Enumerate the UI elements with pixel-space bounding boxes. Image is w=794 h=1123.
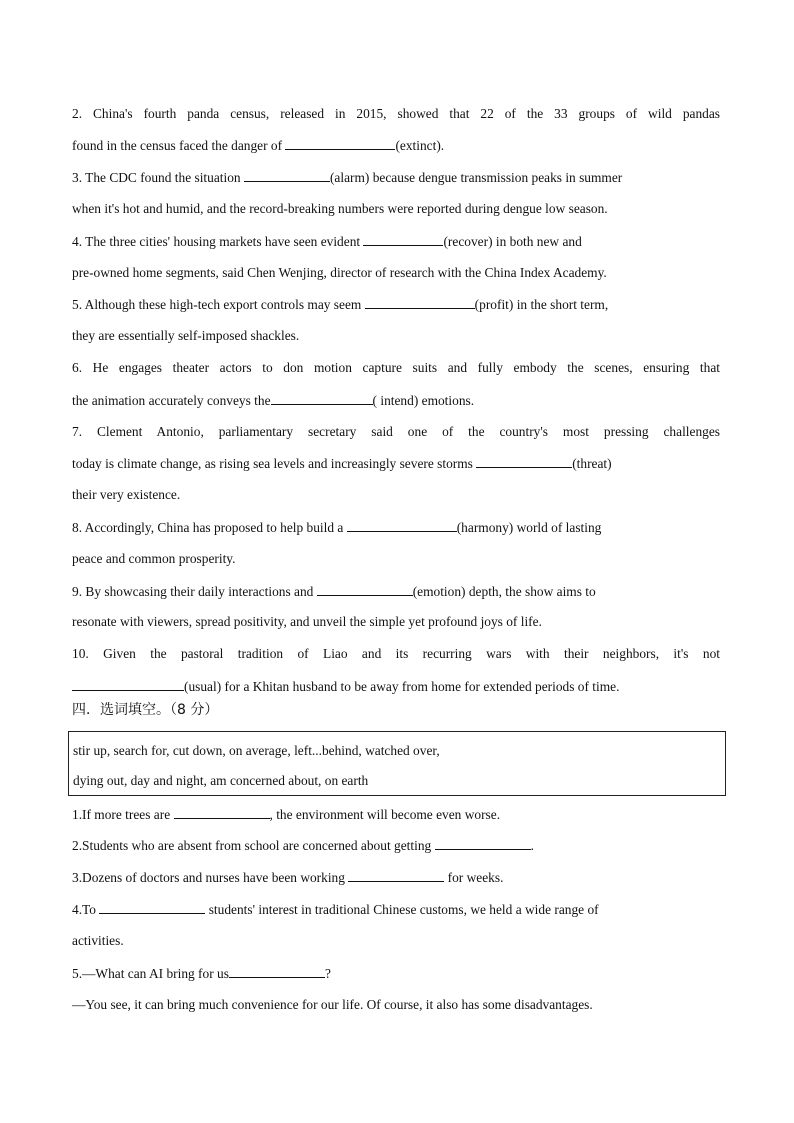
q6-text: the animation accurately conveys the [72, 393, 271, 408]
q7-hint: (threat) [572, 456, 612, 471]
q8-blank[interactable] [347, 518, 457, 532]
s4-q5-line-2: —You see, it can bring much convenience for our life. Of course, it also has some disadvantages. [72, 997, 593, 1012]
q8-hint: (harmony) world of lasting [456, 520, 602, 535]
s4-q4-blank[interactable] [99, 900, 205, 914]
q2-line-1: 2. China's fourth panda census, released in 2015, showed that 22 of the 33 groups of wild pandas [72, 106, 720, 121]
q5-hint: (profit) in the short term, [474, 297, 609, 312]
s4-q3-rest: for weeks. [444, 870, 504, 885]
q7-line-2 [72, 454, 720, 473]
q6-hint: ( intend) emotions. [372, 393, 475, 408]
s4-q1-rest: , the environment will become even worse. [269, 807, 501, 822]
q2-blank[interactable] [285, 136, 395, 150]
q5-line-2: they are essentially self-imposed shackles. [72, 328, 300, 343]
q7-text: today is climate change, as rising sea levels and increasingly severe storms [72, 456, 477, 471]
q8-line-1 [72, 518, 720, 537]
q2-line-2 [72, 136, 720, 155]
s4-q5-rest: ? [324, 966, 331, 981]
q9-text: 9. By showcasing their daily interactions and [72, 584, 317, 599]
s4-q4-rest: students' interest in traditional Chinese customs, we held a wide range of [205, 902, 599, 917]
section-4-heading: 四．选词填空。（8 分） [72, 702, 219, 718]
s4-q3-line [72, 868, 720, 887]
s4-q3-blank[interactable] [348, 868, 444, 882]
q4-hint: (recover) in both new and [443, 234, 582, 249]
s4-q1-blank[interactable] [174, 805, 270, 819]
s4-q2-line [72, 836, 720, 855]
s4-q1-text: 1.If more trees are [72, 807, 174, 822]
word-bank-line-1: stir up, search for, cut down, on average, left...behind, watched over, [73, 743, 440, 758]
q4-line-1 [72, 232, 720, 251]
q6-blank[interactable] [271, 391, 373, 405]
q5-blank[interactable] [365, 295, 475, 309]
s4-q3-text: 3.Dozens of doctors and nurses have been working [72, 870, 349, 885]
q8-text: 8. Accordingly, China has proposed to help build a [72, 520, 347, 535]
q7-line-1: 7. Clement Antonio, parliamentary secretary said one of the country's most pressing challenges [72, 424, 720, 439]
q5-line-1 [72, 295, 720, 314]
q10-line-2 [72, 677, 720, 696]
q7-line-3: their very existence. [72, 487, 181, 502]
q5-text: 5. Although these high-tech export controls may seem [72, 297, 365, 312]
s4-q1-line [72, 805, 720, 824]
q9-line-1 [72, 582, 720, 601]
q4-line-2: pre-owned home segments, said Chen Wenjing, director of research with the China Index Academy. [72, 265, 607, 280]
q7-blank[interactable] [476, 454, 572, 468]
q6-line-1: 6. He engages theater actors to don motion capture suits and fully embody the scenes, ensuring that [72, 360, 720, 375]
q4-blank[interactable] [363, 232, 443, 246]
q6-line-2 [72, 391, 720, 410]
q3-text: 3. The CDC found the situation [72, 170, 244, 185]
s4-q2-text: 2.Students who are absent from school are concerned about getting [72, 838, 435, 853]
s4-q4-line-2: activities. [72, 933, 124, 948]
q10-blank[interactable] [72, 677, 184, 691]
q2-hint: (extinct). [395, 138, 445, 153]
q3-hint: (alarm) because dengue transmission peaks in summer [329, 170, 623, 185]
word-bank-box [68, 731, 726, 796]
q3-line-2: when it's hot and humid, and the record-breaking numbers were reported during dengue low season. [72, 201, 608, 216]
q9-line-2: resonate with viewers, spread positivity, and unveil the simple yet profound joys of life. [72, 614, 542, 629]
s4-q5-blank[interactable] [229, 964, 325, 978]
s4-q2-blank[interactable] [435, 836, 531, 850]
q10-line-1: 10. Given the pastoral tradition of Liao and its recurring wars with their neighbors, it's not [72, 646, 720, 661]
q3-line-1 [72, 168, 720, 187]
q9-hint: (emotion) depth, the show aims to [412, 584, 596, 599]
q8-line-2: peace and common prosperity. [72, 551, 236, 566]
s4-q4-line-1 [72, 900, 720, 919]
q4-text: 4. The three cities' housing markets have seen evident [72, 234, 364, 249]
s4-q5-text: 5.—What can AI bring for us [72, 966, 229, 981]
s4-q2-rest: . [530, 838, 534, 853]
q3-blank[interactable] [244, 168, 330, 182]
s4-q5-line-1 [72, 964, 720, 983]
q9-blank[interactable] [317, 582, 413, 596]
q10-hint: (usual) for a Khitan husband to be away from home for extended periods of time. [184, 679, 620, 694]
s4-q4-text: 4.To [72, 902, 100, 917]
q2-text: found in the census faced the danger of [72, 138, 286, 153]
word-bank-line-2: dying out, day and night, am concerned about, on earth [73, 773, 369, 788]
